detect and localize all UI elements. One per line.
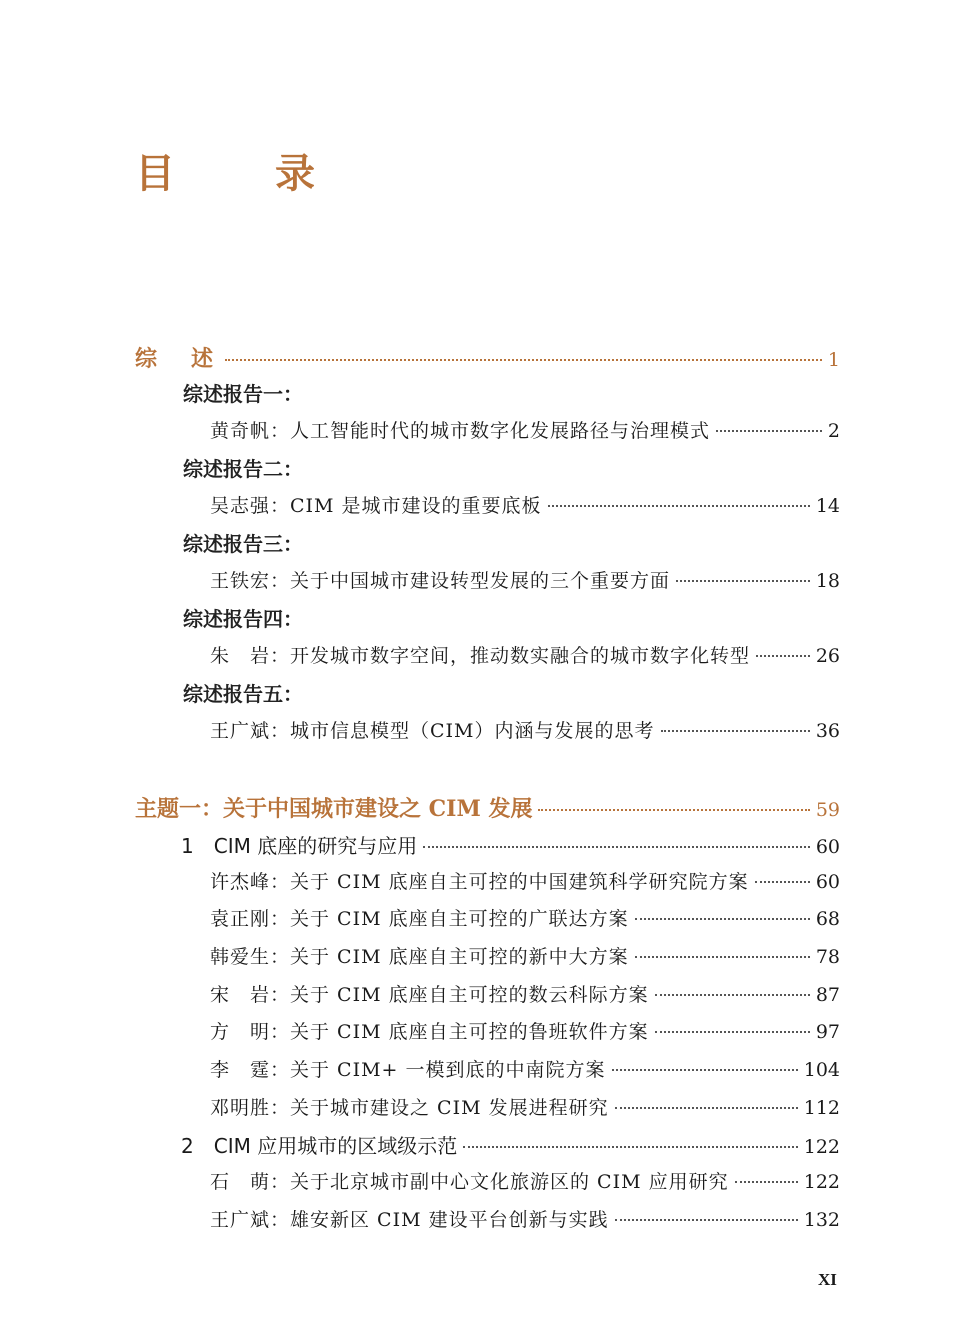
entry-title: 关于中国城市建设转型发展的三个重要方面 <box>290 570 671 592</box>
report-label: 综述报告三： <box>183 532 303 556</box>
entry-title: 雄安新区 CIM 建设平台创新与实践 <box>290 1209 609 1231</box>
entry-author: 王广斌： <box>210 1209 291 1231</box>
entry-author: 宋 岩： <box>210 984 291 1006</box>
dot-leader <box>635 956 810 958</box>
entry-author: 韩爱生： <box>210 946 291 968</box>
entry-title: 关于 CIM 底座自主可控的数云科际方案 <box>290 984 649 1006</box>
entry-title: CIM 是城市建设的重要底板 <box>290 495 542 517</box>
entry-author: 邓明胜： <box>210 1097 291 1119</box>
dot-leader <box>756 655 810 657</box>
subsection-title: CIM 应用城市的区域级示范 <box>213 1134 458 1158</box>
toc-subsection[interactable] <box>181 1130 840 1159</box>
page-number: 112 <box>803 1097 840 1119</box>
dot-leader <box>612 1069 798 1071</box>
dot-leader <box>423 846 810 848</box>
dot-leader <box>655 994 810 996</box>
report-label: 综述报告一： <box>183 382 303 406</box>
entry-author: 石 萌： <box>210 1171 291 1193</box>
page-number: 122 <box>803 1136 840 1158</box>
section-heading: 主题一：关于中国城市建设之 CIM 发展 <box>135 796 533 822</box>
entry-title: 关于 CIM 底座自主可控的鲁班软件方案 <box>290 1021 649 1043</box>
page-number: 18 <box>815 570 840 592</box>
dot-leader <box>676 580 810 582</box>
page-number: 1 <box>827 349 840 371</box>
subsection-title: CIM 底座的研究与应用 <box>213 834 418 858</box>
entry-author: 吴志强： <box>210 495 291 517</box>
page-number: 26 <box>815 645 840 667</box>
toc-entry[interactable] <box>210 491 840 518</box>
toc-entry[interactable] <box>210 980 840 1007</box>
dot-leader <box>463 1146 798 1148</box>
page-number: 2 <box>827 420 840 442</box>
entry-author: 方 明： <box>210 1021 291 1043</box>
toc-entry[interactable] <box>210 1167 840 1194</box>
entry-title: 开发城市数字空间，推动数实融合的城市数字化转型 <box>290 645 751 667</box>
dot-leader <box>615 1219 798 1221</box>
entry-title: 关于 CIM 底座自主可控的新中大方案 <box>290 946 629 968</box>
page-number: 87 <box>815 984 840 1006</box>
toc-section-overview[interactable] <box>135 342 840 373</box>
toc-entry[interactable] <box>210 1055 840 1082</box>
entry-author: 朱 岩： <box>210 645 291 667</box>
page-number: 14 <box>815 495 840 517</box>
page-folio: XI <box>818 1270 837 1289</box>
page-number: 104 <box>803 1059 840 1081</box>
toc-entry[interactable] <box>210 416 840 443</box>
page-number: 78 <box>815 946 840 968</box>
report-label: 综述报告四： <box>183 607 303 631</box>
page-number: 36 <box>815 720 840 742</box>
entry-author: 王广斌： <box>210 720 291 742</box>
entry-title: 关于 CIM+ 一模到底的中南院方案 <box>290 1059 606 1081</box>
dot-leader <box>655 1031 810 1033</box>
entry-author: 王铁宏： <box>210 570 291 592</box>
dot-leader <box>615 1107 798 1109</box>
dot-leader <box>635 918 810 920</box>
toc-section-theme1[interactable] <box>135 792 840 823</box>
toc-entry[interactable] <box>210 1017 840 1044</box>
toc-entry[interactable] <box>210 641 840 668</box>
toc-entry[interactable] <box>210 716 840 743</box>
report-label: 综述报告二： <box>183 457 303 481</box>
dot-leader <box>735 1181 798 1183</box>
dot-leader <box>548 505 810 507</box>
entry-title: 城市信息模型（CIM）内涵与发展的思考 <box>290 720 655 742</box>
toc-entry[interactable] <box>210 942 840 969</box>
entry-author: 李 霆： <box>210 1059 291 1081</box>
entry-author: 许杰峰： <box>210 871 291 893</box>
toc-subsection[interactable] <box>181 830 840 859</box>
page-number: 97 <box>815 1021 840 1043</box>
toc-entry[interactable] <box>210 1205 840 1232</box>
toc-entry[interactable] <box>210 1093 840 1120</box>
dot-leader <box>716 430 822 432</box>
page-number: 132 <box>803 1209 840 1231</box>
entry-title: 关于城市建设之 CIM 发展进程研究 <box>290 1097 609 1119</box>
entry-author: 袁正刚： <box>210 908 291 930</box>
page-number: 59 <box>815 799 840 821</box>
entry-author: 黄奇帆： <box>210 420 291 442</box>
page-number: 60 <box>815 871 840 893</box>
toc-entry[interactable] <box>210 904 840 931</box>
dot-leader <box>661 730 810 732</box>
dot-leader <box>225 359 822 361</box>
entry-title: 关于 CIM 底座自主可控的广联达方案 <box>290 908 629 930</box>
entry-title: 人工智能时代的城市数字化发展路径与治理模式 <box>290 420 711 442</box>
subsection-number: 2 <box>181 1134 194 1158</box>
dot-leader <box>755 881 810 883</box>
subsection-number: 1 <box>181 834 194 858</box>
page-number: 60 <box>815 836 840 858</box>
page-title: 目 录 <box>135 150 345 197</box>
section-heading: 综 述 <box>135 346 220 372</box>
report-label: 综述报告五： <box>183 682 303 706</box>
page-number: 122 <box>803 1171 840 1193</box>
toc-entry[interactable] <box>210 867 840 894</box>
entry-title: 关于北京城市副中心文化旅游区的 CIM 应用研究 <box>290 1171 729 1193</box>
entry-title: 关于 CIM 底座自主可控的中国建筑科学研究院方案 <box>290 871 749 893</box>
page-number: 68 <box>815 908 840 930</box>
toc-entry[interactable] <box>210 566 840 593</box>
dot-leader <box>538 809 809 811</box>
